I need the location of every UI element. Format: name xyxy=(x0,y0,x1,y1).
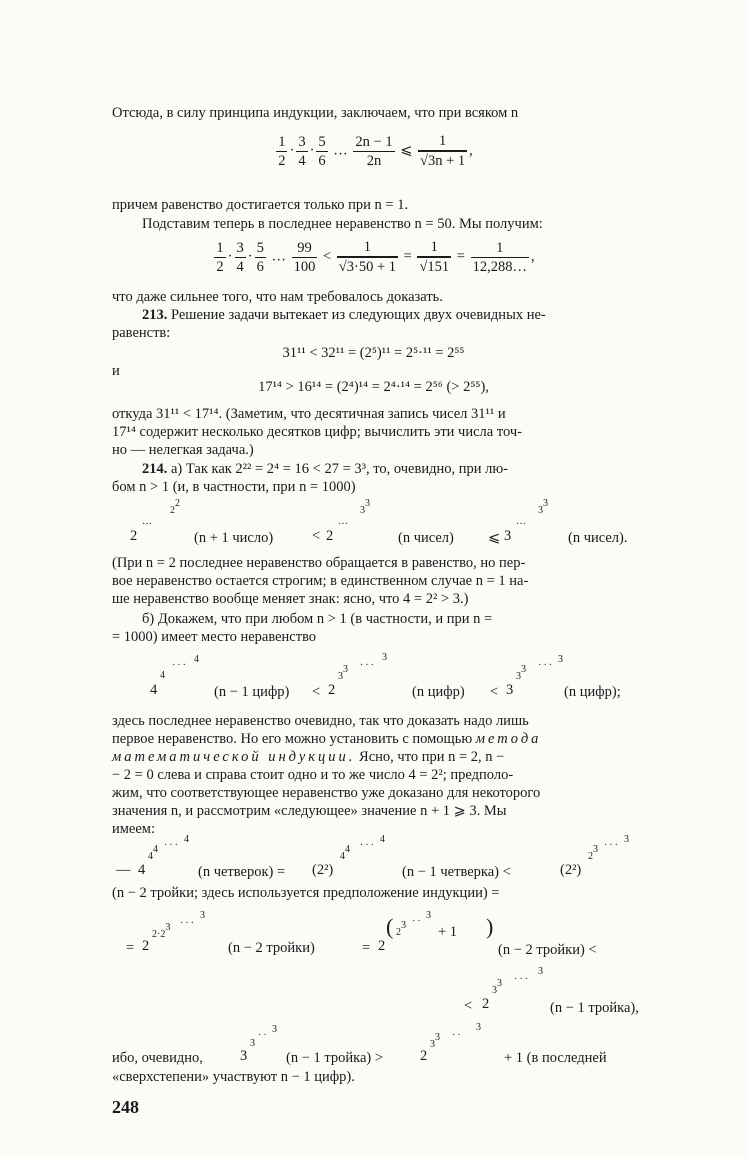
text-line: первое неравенство. Но его можно установить с помощью метода xyxy=(112,731,542,747)
text-line: бом n > 1 (и, в частности, при n = 1000) xyxy=(112,479,356,495)
text-line: причем равенство достигается только при n = 1. xyxy=(112,197,409,213)
formula-31-11: 31¹¹ < 32¹¹ = (2⁵)¹¹ = 2⁵·¹¹ = 2⁵⁵ xyxy=(282,345,465,361)
text-line: − 2 = 0 слева и справа стоит одно и то же число 4 = 2²; предполо- xyxy=(112,767,514,783)
formula-product-n: $\frac{1}{2}$ · $\frac{3}{4}$ · $\frac{5}{6}$ … $\frac{2n - 1}{2n}$ ⩽ $\frac{1}{√3n + 1}$ , xyxy=(278,133,473,169)
text-line: (При n = 2 последнее неравенство обращается в равенство, но пер- xyxy=(112,555,526,571)
text-line: 214. а) Так как 2²² = 2⁴ = 16 < 27 = 3³, то, очевидно, при лю- xyxy=(142,461,509,477)
text-line: 17¹⁴ содержит несколько десятков цифр; вычислить эти числа точ- xyxy=(112,424,522,440)
text-line: равенств: xyxy=(112,325,171,341)
tower-formula-a: 2 … $2^2$ (n + 1 число) < 2 … $3^3$ (n чисел) ⩽ 3 … $3^3$ (n чисел). xyxy=(130,498,628,546)
formula-product-50: $\frac{1}{2}$ · $\frac{3}{4}$ · $\frac{5}{6}$ … $\frac{99}{100}$ < $\frac{1}{√3\cdot 50 + 1}$ = $\frac{1}{√151}$ = $\frac{1}{12,288\dots}$ , xyxy=(216,239,535,275)
text-line: ше неравенство вообще меняет знак: ясно, что 4 = 2² > 3.) xyxy=(112,591,469,607)
tower-formula-b: 4 4 ··· 4 (n − 1 цифр) < 2 $3^3$ ··· 3 (n цифр) < 3 $3^3$ ··· 3 (n цифр); xyxy=(150,652,621,700)
text-line: здесь последнее неравенство очевидно, так что доказать надо лишь xyxy=(112,713,529,729)
text-line: Отсюда, в силу принципа индукции, заключаем, что при всяком n xyxy=(112,105,519,121)
text-line: что даже сильнее того, что нам требовалось доказать. xyxy=(112,289,443,305)
tower-formula-e: < 2 $3^3$ ··· 3 (n − 1 тройка), xyxy=(464,966,639,1016)
text-line: Подставим теперь в последнее неравенство n = 50. Мы получим: xyxy=(142,216,543,232)
text-line: имеем: xyxy=(112,821,156,837)
text-line: б) Докажем, что при любом n > 1 (в частности, и при n = xyxy=(142,611,493,627)
text-line: жим, что соответствующее неравенство уже доказано для некоторого xyxy=(112,785,541,801)
text-line: значения n, и рассмотрим «следующее» значение n + 1 ⩾ 3. Мы xyxy=(112,803,507,819)
text-line: = 1000) имеет место неравенство xyxy=(112,629,317,645)
text-line: но — нелегкая задача.) xyxy=(112,442,254,458)
text-line: математической индукции. Ясно, что при n = 2, n − xyxy=(112,749,505,765)
text-line: вое неравенство остается строгим; в единственном случае n = 1 на- xyxy=(112,573,529,589)
text-line: 213. Решение задачи вытекает из следующих двух очевидных не- xyxy=(142,307,546,323)
text-line: «сверхстепени» участвуют n − 1 цифр). xyxy=(112,1069,355,1085)
page-number: 248 xyxy=(112,1097,139,1117)
tower-formula-d: = 2 $2\cdot 2^3$ ··· 3 (n − 2 тройки) = 2 ( $2^3$ ·· 3 + 1 ) (n − 2 тройки) < xyxy=(126,910,597,958)
text-and: и xyxy=(112,363,120,379)
formula-17-14: 17¹⁴ > 16¹⁴ = (2⁴)¹⁴ = 2⁴·¹⁴ = 2⁵⁶ (> 2⁵⁵), xyxy=(258,379,489,395)
text-line: откуда 31¹¹ < 17¹⁴. (Заметим, что десятичная запись чисел 31¹¹ и xyxy=(112,406,506,422)
tower-line-f: ибо, очевидно, 3 3 ·· 3 (n − 1 тройка) > 2 $3^3$ ·· 3 + 1 (в последней xyxy=(112,1022,607,1066)
text-line: (n − 2 тройки; здесь используется предположение индукции) = xyxy=(112,885,500,901)
tower-formula-c: — 4 $4^4$ ··· 4 (n четверок) = (2²) $4^4$ ··· 4 (n − 1 четверка) < (2²) $2^3$ ··· 3 xyxy=(116,834,629,880)
